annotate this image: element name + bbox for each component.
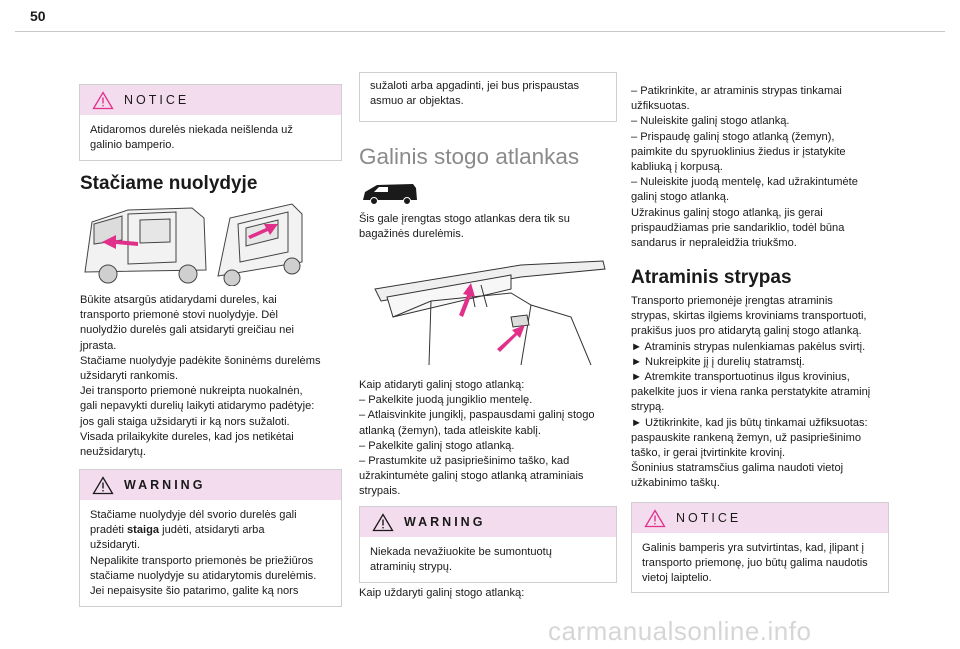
- open-steps-text: Kaip atidaryti galinį stogo atlanką: – Pakelkite juodą jungiklio mentelę. – Atlaisvinkite jungiklį, paspausdami galinį stogo atlanką (žemyn), tada atleiskite kablį. – Pakelkite galinį stogo atlanką. – Prastumkite už pasipriešinimo taško, kad užrakintumėte galinį stogo atlanką atraminiais strypais.: [359, 379, 595, 498]
- van-icon: [361, 181, 419, 205]
- warning-text: Niekada nevažiuokite be sumontuotų atraminių strypų.: [370, 546, 552, 574]
- warning-header: [360, 507, 616, 537]
- notice-box-2: [631, 502, 889, 593]
- warning-box-2: [359, 506, 617, 583]
- watermark: carmanualsonline.info: [548, 616, 812, 646]
- notice-label: NOTICE: [124, 93, 190, 107]
- section-heading: Stačiame nuolydyje: [80, 173, 258, 194]
- warning-text: Stačiame nuolydyje dėl svorio durelės gali pradėti staiga judėti, atsidaryti arba užsidaryti. Nepalikite transporto priemonės be priežiūros stačiame nuolydyje su atidarytomis durelėmis. Jei nepaisysite šio patarimo, galite ką nors: [90, 509, 317, 598]
- warning-box: [79, 469, 342, 607]
- page-number: 50: [30, 8, 46, 24]
- closing-text: Kaip uždaryti galinį stogo atlanką:: [359, 587, 525, 599]
- notice-box: [79, 84, 342, 161]
- warning-triangle-icon: [92, 476, 114, 495]
- top-divider: [15, 31, 945, 32]
- notice-header: [80, 85, 341, 115]
- body-text: Būkite atsargūs atidarydami dureles, kai transporto priemonė stovi nuolydyje. Dėl nuolydžio durelės gali atsidaryti greičiau nei jprasta. Stačiame nuolydyje padėkite šoninėms durelėms užsidaryti rankomis. Jei transporto priemonė nukreipta nuokalnėn, gali nepavykti durelių laikyti atidarymo padėtyje: jos gali staiga užsidaryti ir ką nors sužaloti. Visada prilaikykite dureles, kad jos netikėtai neužsidarytų.: [80, 294, 321, 459]
- support-bar-text: Transporto priemonėje įrengtas atraminis strypas, skirtas ilgiems kroviniams transportuoti, prakišus juos pro atidarytą galinį stogo atlanką. ► Atraminis strypas nulenkiamas pakėlus svirtį. ► Nukreipkite jį į durelių statramstį. ► Atremkite transportuotinus ilgus krovinius, pakelkite juos ir viena ranka perstatykite atraminį strypą. ► Užtikrinkite, kad jis būtų tinkamai užfiksuotas: paspauskite rankeną žemyn, už pasipriešinimo taško, ir gerai įtvirtinkite krovinį. Šoninius statramsčius galima naudoti vietoj užkabinimo taškų.: [631, 295, 871, 490]
- roof-flap-illustration: [371, 257, 608, 367]
- warning-triangle-icon: [92, 91, 114, 110]
- warning-header: [80, 470, 341, 500]
- section-heading-grey: Galinis stogo atlankas: [359, 144, 580, 169]
- side-door-slope-illustration: [80, 200, 308, 286]
- notice-header: [632, 503, 888, 533]
- warning-continuation-box: [359, 72, 617, 122]
- warning-label: WARNING: [124, 478, 206, 492]
- warning-triangle-icon: [644, 509, 666, 528]
- notice-text: Atidaromos durelės niekada neišlenda už galinio bamperio.: [90, 124, 293, 152]
- section-heading: Atraminis strypas: [631, 267, 792, 288]
- warning-triangle-icon: [372, 513, 394, 532]
- warning-label: WARNING: [404, 515, 486, 529]
- intro-text: Šis gale įrengtas stogo atlankas dera tik su bagažinės durelėmis.: [359, 213, 570, 241]
- notice-label: NOTICE: [676, 511, 742, 525]
- close-steps-text: – Patikrinkite, ar atraminis strypas tinkamai užfiksuotas. – Nuleiskite galinį stogo atlanką. – Prispaudę galinį stogo atlanką (žemyn), paimkite du spyruoklinius žiedus ir įstatykite kabliuką į korpusą. – Nuleiskite juodą mentelę, kad užrakintumėte galinį stogo atlanką. Užrakinus galinį stogo atlanką, jis gerai prispaudžiamas prie sandariklio, todėl būna sandarus ir nepraleidžia triukšmo.: [631, 85, 858, 250]
- warning-continuation-text: sužaloti arba apgadinti, jei bus prispaustas asmuo ar objektas.: [370, 80, 580, 108]
- notice-text: Galinis bamperis yra sutvirtintas, kad, įlipant į transporto priemonę, juo būtų galima naudotis vietoj laiptelio.: [642, 542, 868, 585]
